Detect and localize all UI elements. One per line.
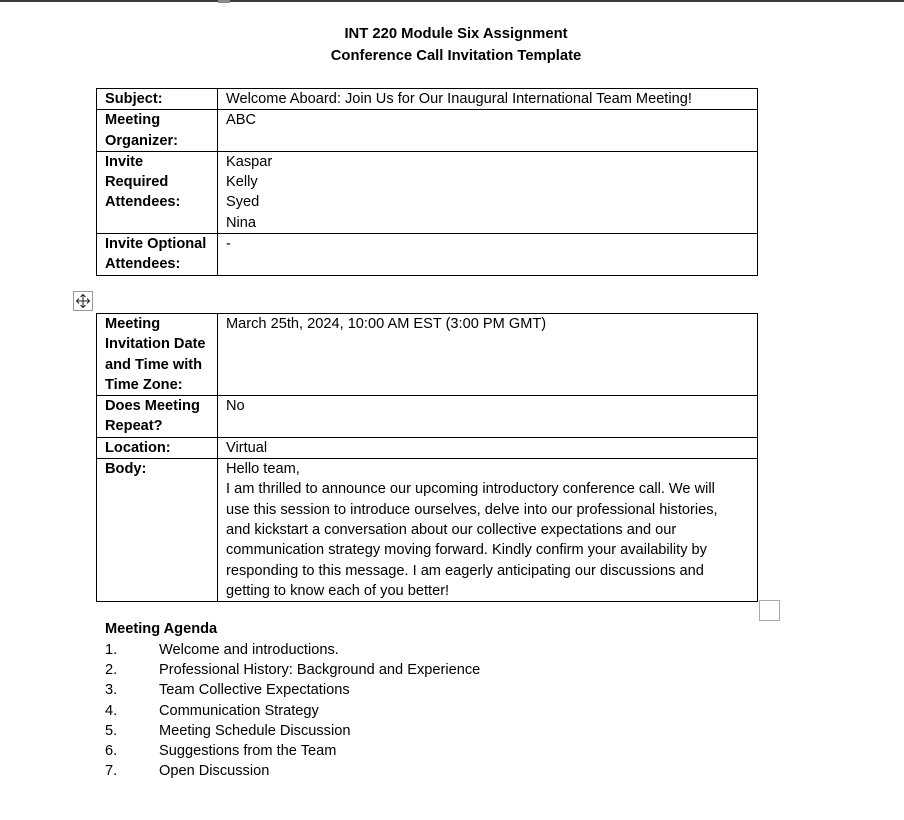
agenda-item-number: 5. (105, 722, 118, 739)
agenda-item-number: 6. (105, 742, 118, 759)
agenda-item-number: 7. (105, 763, 118, 780)
table-row-organizer (97, 110, 758, 152)
document-title: INT 220 Module Six Assignment (344, 26, 568, 42)
ruler-marker (218, 0, 230, 3)
subject-label: Subject: (97, 89, 218, 110)
agenda-item-text: Professional History: Background and Experience (159, 662, 481, 679)
agenda-item (105, 761, 480, 781)
table-resize-handle[interactable] (759, 600, 780, 621)
document-subtitle: Conference Call Invitation Template (330, 48, 582, 64)
datetime-label: Meeting Invitation Date and Time with Time Zone: (97, 314, 218, 396)
agenda-item-text: Meeting Schedule Discussion (159, 722, 351, 739)
body-line: I am thrilled to announce our upcoming introductory conference call. We will (226, 481, 715, 498)
body-line: use this session to introduce ourselves, delve into our professional histories, (226, 501, 718, 518)
window-top-border (0, 0, 904, 2)
body-greeting: Hello team, (226, 461, 300, 478)
agenda-list (105, 640, 480, 781)
body-line: responding to this message. I am eagerly anticipating our discussions and (226, 562, 704, 579)
organizer-value[interactable]: ABC (218, 110, 758, 152)
agenda-item-text: Welcome and introductions. (159, 642, 339, 658)
subject-value[interactable]: Welcome Aboard: Join Us for Our Inaugural International Team Meeting! (218, 89, 758, 110)
attendee-name: Syed (226, 194, 260, 211)
agenda-item-text: Communication Strategy (159, 702, 319, 719)
agenda-item-number: 3. (105, 682, 118, 699)
attendee-name: Kaspar (226, 153, 273, 170)
required-attendees-label: Invite Required Attendees: (97, 151, 218, 233)
agenda-item (105, 660, 480, 680)
repeat-value[interactable]: No (218, 396, 758, 438)
table-row-datetime (97, 314, 758, 396)
location-value[interactable]: Virtual (218, 437, 758, 458)
datetime-value[interactable]: March 25th, 2024, 10:00 AM EST (3:00 PM GMT) (218, 314, 758, 396)
body-line: getting to know each of you better! (226, 582, 450, 599)
repeat-label: Does Meeting Repeat? (97, 396, 218, 438)
agenda-item (105, 721, 480, 741)
agenda-title: Meeting Agenda (105, 621, 218, 637)
agenda-item (105, 640, 480, 660)
attendee-name: Kelly (226, 174, 258, 191)
agenda-item-text: Open Discussion (159, 763, 270, 780)
required-attendees-value[interactable] (218, 151, 758, 233)
body-value[interactable] (218, 459, 758, 602)
optional-attendees-value[interactable]: - (218, 234, 758, 276)
table-row-body (97, 459, 758, 602)
table-row-location (97, 437, 758, 458)
details-table (96, 313, 758, 602)
body-label: Body: (97, 459, 218, 602)
table-move-handle[interactable] (73, 291, 93, 311)
organizer-label: Meeting Organizer: (97, 110, 218, 152)
invitation-table (96, 88, 758, 276)
table-row-optional-attendees (97, 234, 758, 276)
location-label: Location: (97, 437, 218, 458)
table-row-repeat (97, 396, 758, 438)
body-line: communication strategy moving forward. Kindly confirm your availability by (226, 542, 707, 559)
agenda-item-number: 2. (105, 662, 118, 679)
agenda-item-text: Team Collective Expectations (159, 682, 350, 699)
body-line: and kickstart a conversation about our collective expectations and our (226, 521, 677, 538)
optional-attendees-label: Invite Optional Attendees: (97, 234, 218, 276)
table-row-subject (97, 89, 758, 110)
attendee-name: Nina (226, 214, 257, 231)
move-arrows-icon (75, 293, 91, 309)
agenda-item-number: 4. (105, 702, 118, 719)
agenda-item (105, 680, 480, 700)
agenda-item-number: 1. (105, 642, 118, 658)
agenda-item-text: Suggestions from the Team (159, 742, 337, 759)
agenda-item (105, 701, 480, 721)
table-row-required-attendees (97, 151, 758, 233)
agenda-item (105, 741, 480, 761)
